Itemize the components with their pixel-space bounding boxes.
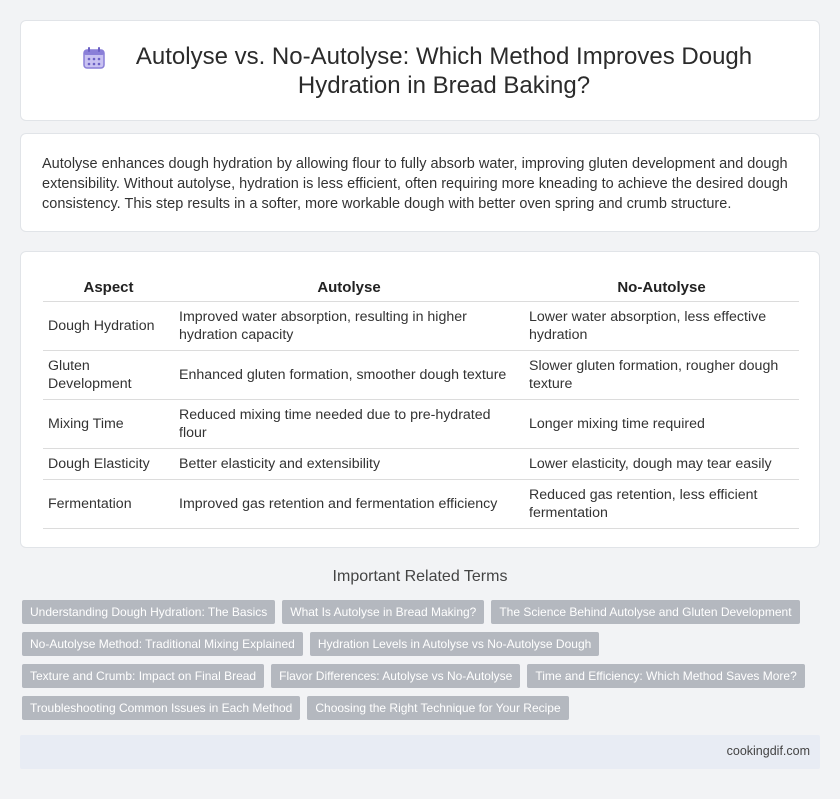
- table-row: [43, 350, 799, 399]
- header-aspect: Aspect: [43, 273, 174, 301]
- cell-no-autolyse: Longer mixing time required: [524, 399, 799, 448]
- calendar-icon: [81, 45, 107, 71]
- table-row: [43, 448, 799, 479]
- tag-row: [22, 696, 822, 720]
- comparison-table: [43, 273, 799, 529]
- intro-card: [20, 133, 820, 232]
- cell-autolyse: Improved gas retention and fermentation efficiency: [174, 479, 524, 528]
- related-tag[interactable]: What Is Autolyse in Bread Making?: [282, 600, 484, 624]
- cell-autolyse: Enhanced gluten formation, smoother dough texture: [174, 350, 524, 399]
- cell-autolyse: Reduced mixing time needed due to pre-hydrated flour: [174, 399, 524, 448]
- cell-aspect: Mixing Time: [43, 399, 174, 448]
- table-header-row: [43, 273, 799, 301]
- related-tag[interactable]: Troubleshooting Common Issues in Each Method: [22, 696, 300, 720]
- header-autolyse: Autolyse: [174, 273, 524, 301]
- table-row: [43, 301, 799, 350]
- related-tag[interactable]: Understanding Dough Hydration: The Basics: [22, 600, 275, 624]
- cell-aspect: Fermentation: [43, 479, 174, 528]
- tag-row: [22, 600, 822, 624]
- header-no-autolyse: No-Autolyse: [524, 273, 799, 301]
- cell-no-autolyse: Lower elasticity, dough may tear easily: [524, 448, 799, 479]
- cell-aspect: Gluten Development: [43, 350, 174, 399]
- table-row: [43, 479, 799, 528]
- related-tag[interactable]: Time and Efficiency: Which Method Saves More?: [527, 664, 804, 688]
- tag-row: [22, 632, 822, 656]
- cell-aspect: Dough Hydration: [43, 301, 174, 350]
- cell-no-autolyse: Slower gluten formation, rougher dough texture: [524, 350, 799, 399]
- related-tag[interactable]: The Science Behind Autolyse and Gluten Development: [491, 600, 799, 624]
- footer: [20, 735, 820, 769]
- related-terms-title: Important Related Terms: [332, 568, 508, 585]
- related-tag[interactable]: Choosing the Right Technique for Your Recipe: [307, 696, 568, 720]
- related-tag[interactable]: Flavor Differences: Autolyse vs No-Autolyse: [271, 664, 520, 688]
- related-tag[interactable]: Texture and Crumb: Impact on Final Bread: [22, 664, 264, 688]
- comparison-table-card: [20, 251, 820, 548]
- title-wrap: [21, 21, 819, 120]
- header-card: [20, 20, 820, 121]
- cell-aspect: Dough Elasticity: [43, 448, 174, 479]
- tag-row: [22, 664, 822, 688]
- cell-no-autolyse: Reduced gas retention, less efficient fermentation: [524, 479, 799, 528]
- intro-paragraph: Autolyse enhances dough hydration by allowing flour to fully absorb water, improving gluten development and dough extensibility. Without autolyse, hydration is less efficient, often requiring more kneading to achieve the desired dough consistency. This step results in a softer, more workable dough with better oven spring and crumb structure.: [42, 156, 788, 212]
- cell-autolyse: Improved water absorption, resulting in higher hydration capacity: [174, 301, 524, 350]
- cell-autolyse: Better elasticity and extensibility: [174, 448, 524, 479]
- cell-no-autolyse: Lower water absorption, less effective hydration: [524, 301, 799, 350]
- related-tags: [22, 600, 822, 728]
- related-tag[interactable]: Hydration Levels in Autolyse vs No-Autolyse Dough: [310, 632, 599, 656]
- table-row: [43, 399, 799, 448]
- footer-site[interactable]: cookingdif.com: [726, 744, 810, 758]
- related-tag[interactable]: No-Autolyse Method: Traditional Mixing Explained: [22, 632, 303, 656]
- page-title: Autolyse vs. No-Autolyse: Which Method Improves Dough Hydration in Bread Baking?: [135, 42, 753, 99]
